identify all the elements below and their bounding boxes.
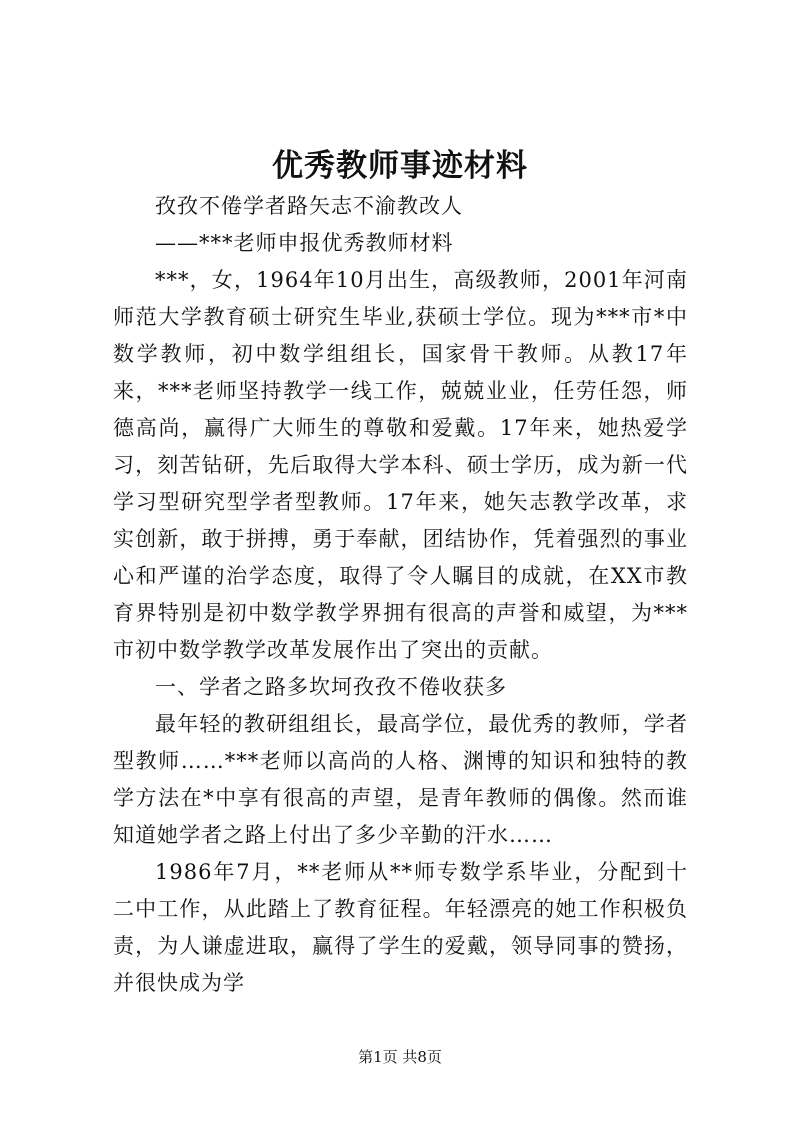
body-paragraph: 最年轻的教研组组长，最高学位，最优秀的教师，学者型教师……***老师以高尚的人格、渊博的知识和独特的教学方法在*中享有很高的声望，是青年教师的偶像。然而谁知道她学者之路上付出了多少辛勤的汗水…… [113,712,688,847]
page-title: 优秀教师事迹材料 [272,148,528,184]
subtitle-byline: ——***老师申报优秀教师材料 [155,231,454,255]
section-heading: 一、学者之路多坎坷孜孜不倦收获多 [155,675,507,699]
body-paragraph: 1986年7月，**老师从**师专数学系毕业，分配到十二中工作，从此踏上了教育征程。年轻漂亮的她工作积极负责，为人谦虚进取，赢得了学生的爱戴，领导同事的赞扬，并很快成为学 [113,860,688,995]
page-number: 第1页 共8页 [358,1048,442,1066]
body-paragraph: ***，女，1964年10月出生，高级教师，2001年河南师范大学教育硕士研究生毕业,获硕士学位。现为***市*中数学教师，初中数学组组长，国家骨干教师。从教17年来，***老师坚持教学一线工作，兢兢业业，任劳任怨，师德高尚，赢得广大师生的尊敬和爱戴。17年来，她热爱学习，刻苦钻研，先后取得大学本科、硕士学历，成为新一代学习型研究型学者型教师。17年来，她矢志教学改革，求实创新，敢于拼搏，勇于奉献，团结协作，凭着强烈的事业心和严谨的治学态度，取得了令人瞩目的成就，在XX市教育界特别是初中数学教学界拥有很高的声誉和威望，为***市初中数学教学改革发展作出了突出的贡献。 [113,268,688,662]
subtitle: 孜孜不倦学者路矢志不渝教改人 [155,194,463,218]
document-body [113,188,688,1002]
